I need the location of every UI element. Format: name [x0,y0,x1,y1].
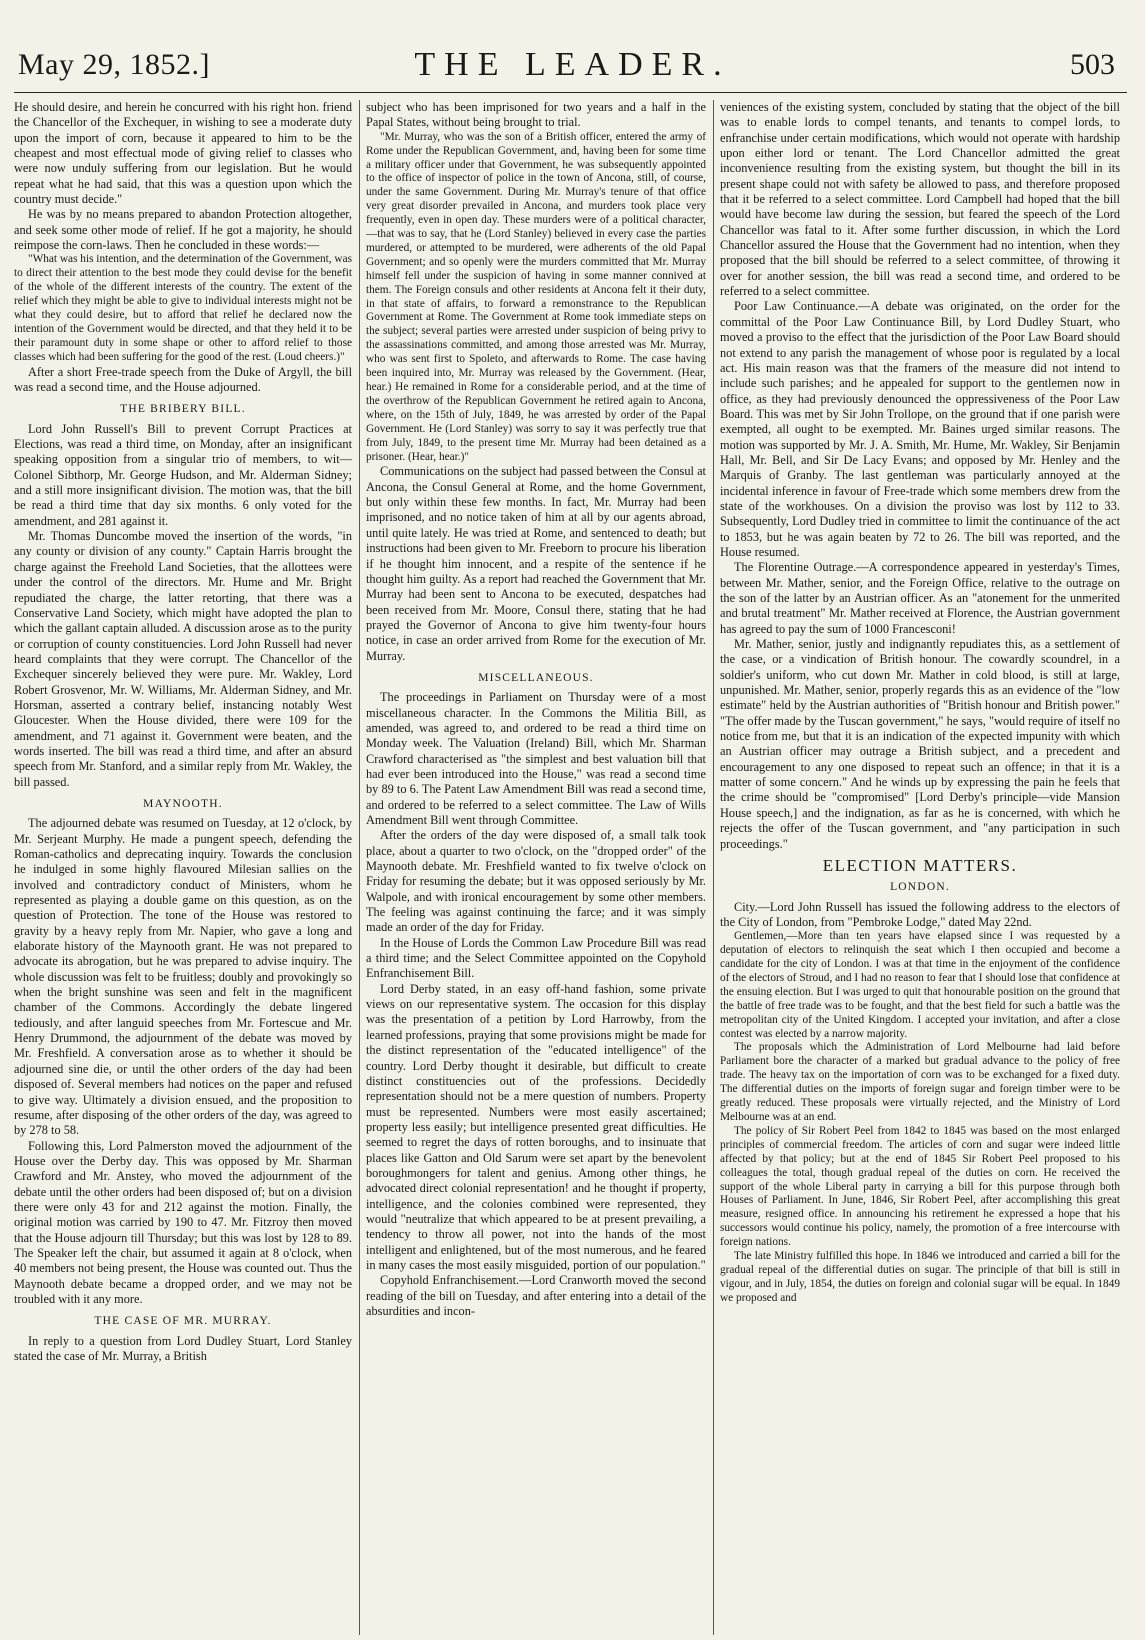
section-heading-election-matters: ELECTION MATTERS. [822,855,1018,875]
paragraph: After the orders of the day were disposed of, a small talk took place, about a quarter to two o'clock, on the "dropped order" of the Maynooth debate. Mr. Freshfield wanted to fix twelve o'clock on Friday for resuming the debate; but it was opposed seriously by Mr. Walpole, and with ironical encouragement by some other members. The feeling was against continuing the farce; and it was simply made an order of the day for Friday. [366,828,706,935]
paragraph: Mr. Thomas Duncombe moved the insertion of the words, "in any county or division of any county." Captain Harris brought the charge against the Freehold Land Societies, that the allottees were under the control of the directors. Mr. Hume and Mr. Bright repudiated the charge, the latter retorting, that there was a Conservative Land Society, which might have adopted the plan to which the gallant captain alluded. A discussion arose as to the purity or corruption of county constituencies. Lord John Russell had never heard complaints that they were corrupt. The Chancellor of the Exchequer sincerely believed they were pure. Mr. Wakley, Lord Robert Grosvenor, Mr. W. Williams, Mr. Alderman Sidney, and Mr. Horsman, asserted a contrary belief, instancing notably West Gloucester. When the House divided, there were 109 for the amendment, and 71 against it. Government were beaten, and the words inserted. The bill was read a third time, and after an absurd speech from Mr. Stanford, and a similar reply from Mr. Wakley, the bill passed. [14,529,352,789]
address-paragraph: Gentlemen,—More than ten years have elapsed since I was requested by a deputation of electors to relinquish the seat which I then occupied and become a candidate for the city of London. I was at that time in the enjoyment of the confidence of the electors of Stroud, and I had no reason to fear that I should lose that confidence at the ensuing election. But I was urged to quit that honourable position on the ground that the battle of free trade was to be fought, and that the best field for such a battle was the metropolitan city of the United Kingdom. I accepted your invitation, and after a close contest was elected by a narrow majority. [720,930,1120,1040]
masthead [0,0,1145,96]
block-quote: "Mr. Murray, who was the son of a British officer, entered the army of Rome under the Republican Government, and, having been for some time a military officer under that Government, he was subsequently appointed to the office of inspector of police in the town of Ancona, still, of course, under the same Government. During Mr. Murray's tenure of that office very great disorder prevailed in Ancona, and murders took place very frequently, even in open day. These murders were of a political character,—that was to say, that he (Lord Stanley) believed in every case the parties murdered, or attempted to be murdered, were adherents of the old Papal Government; and so openly were the murders committed that Mr. Murray himself fell under the suspicion of having in some manner connived at them. The Foreign consuls and other residents at Ancona felt it their duty, in that state of affairs, to forward a remonstrance to the Republican Government at Rome. The Government at Rome took immediate steps on the subject; several parties were arrested under suspicion of being privy to the assassinations committed, and among those arrested was Mr. Murray, who was sent first to Spoleto, and afterwards to Rome. The case having been inquired into, Mr. Murray was released by the Government. (Hear, hear.) He remained in Rome for a considerable period, and at the time of the overthrow of the Republican Government he retired again to Ancona, where, on the 15th of July, 1849, he was arrested by order of the Papal Government. He (Lord Stanley) was sorry to say it was perfectly true that from July, 1849, to the present time Mr. Murray had been detained as a prisoner. (Hear, hear.)" [366,130,706,463]
paragraph: The Florentine Outrage.—A correspondence appeared in yesterday's Times, between Mr. Mather, senior, and the Foreign Office, relative to the outrage on the son of the latter by an Austrian officer. As an "atonement for the unmerited and brutal treatment" Mr. Mather received at Florence, the Austrian government has agreed to pay the sum of 1000 Francesconi! [720,560,1120,636]
paragraph: In reply to a question from Lord Dudley Stuart, Lord Stanley stated the case of Mr. Murray, a British [14,1333,352,1363]
section-heading-bribery-bill: THE BRIBERY BILL. [120,403,246,416]
address-paragraph: The policy of Sir Robert Peel from 1842 to 1845 was based on the most enlarged principles of commercial freedom. The articles of corn and sugar were indeed little affected by that policy; but at the end of 1845 Sir Robert Peel proposed to his colleagues the total, though gradual repeal of the duties on corn. He received the support of the whole Liberal party in carrying a bill for this purpose through both Houses of Parliament. In June, 1846, Sir Robert Peel, after accomplishing this great measure, resigned office. In announcing his retirement he expressed a hope that his successors would continue his policy, namely, the promotion of a free intercourse with foreign nations. [720,1124,1120,1249]
paragraph: subject who has been imprisoned for two years and a half in the Papal States, without being brought to trial. [366,100,706,130]
paragraph: Copyhold Enfranchisement.—Lord Cranworth moved the second reading of the bill on Tuesday, and after entering into a detail of the absurdities and incon- [366,1273,706,1318]
paragraph: City.—Lord John Russell has issued the following address to the electors of the City of London, from "Pembroke Lodge," dated May 22nd. [720,899,1120,929]
paragraph: The proceedings in Parliament on Thursday were of a most miscellaneous character. In the Commons the Militia Bill, as amended, was agreed to, and ordered to be read a third time on Monday week. The Valuation (Ireland) Bill, which Mr. Sharman Crawford characterised as "the simplest and best valuation bill that had ever been introduced into the House," was read a second time by 89 to 6. The Patent Law Amendment Bill was read a second time, and ordered to be referred to a select committee. The Law of Wills Amendment Bill went through Committee. [366,690,706,827]
column-2 [366,100,706,1635]
column-divider [713,100,714,1635]
paragraph: Lord Derby stated, in an easy off-hand fashion, some private views on our representative system. The occasion for this display was the presentation of a petition by Lord Harrowby, from the learned professions, praying that some provisions might be made for the distinct representation of the "educated intelligence" of the country. Lord Derby thought it desirable, but difficult to create distinct constituencies out of the professions. Decidedly representation should not be a mere question of numbers. Property must be represented. Numbers were most easily ascertained; property less easily; but intelligence presented great difficulties. He seemed to regret the days of rotten boroughs, and to insinuate that places like Gatton and Old Sarum were set apart by the benevolent boroughmongers for talent and genius. Among other things, he advocated direct colonial representation! and he thought if property, intelligence, and the colonies combined were represented, they would "neutralize that which appeared to be at present prevailing, a tendency to throw all power, not into the hands of the most intelligent and enlightened, but of the most numerous, and he feared in many cases the most easily misguided, portion of our population." [366,981,706,1272]
newspaper-title: THE LEADER. [414,46,731,83]
paragraph: veniences of the existing system, concluded by stating that the object of the bill was to enable lords to compel tenants, and tenants to compel lords, to enfranchise under certain modifications, which would not operate with hardship upon either lord or tenant. The Lord Chancellor admitted the great inconvenience resulting from the existing system, but thought the bill in its present shape could not with safety be allowed to pass, and therefore proposed that it be referred to a select committee. Lord Campbell had hoped that the bill would have become law during the session, but feared the speech of the Lord Chancellor was fatal to it. After some further discussion, in which the Lord Chancellor assured the House that the Government had no intention, when they proposed that the bill should be referred to a select committee, of throwing it over for another session, the bill was read a second time, and ordered to be referred to a select committee. [720,100,1120,299]
paragraph: Poor Law Continuance.—A debate was originated, on the order for the committal of the Poor Law Continuance Bill, by Lord Dudley Stuart, who moved a proviso to the effect that the jurisdiction of the Poor Law Board should not extend to any parish the management of whose poor is regulated by a local act. His main reason was that the framers of the measure did not intend to include such parishes; and he appealed for support to the gentlemen now in office, as they had previously denounced the oppressiveness of the Poor Law Board. This was met by Sir John Trollope, on the ground that if one parish were exempted, all ought to be exempted. Mr. Baines urged similar reasons. The motion was supported by Mr. J. A. Smith, Mr. Hume, Mr. Wakley, Sir Benjamin Hall, Mr. Bell, and Sir De Lacy Evans; and opposed by Mr. Henley and the Marquis of Granby. The last gentleman was particularly annoyed at the incidental inference in favour of Free-trade which some members drew from the state of the workhouses. On a division the proviso was lost by 112 to 33. Subsequently, Lord Dudley tried in committee to limit the continuance of the act to 1853, but he was again beaten by 72 to 26. The bill was reported, and the House resumed. [720,299,1120,559]
paragraph: Communications on the subject had passed between the Consul at Ancona, the Consul General at Rome, and the home Government, but only within these few months. In fact, Mr. Murray had been imprisoned, and no notice taken of him at all by our agents abroad, until quite lately. He was tried at Rome, and sentenced to death; but instructions had been given to Mr. Freeborn to procure his liberation if he thought him innocent, and a respite of the sentence if he thought him guilty. As a report had reached the Government that Mr. Murray had been sent to Ancona to be executed, despatches had been received from Mr. Moore, Consul there, stating that he had prayed the Governor of Ancona to give him twenty-four hours notice, in case an order arrived from Rome for the execution of Mr. Murray. [366,464,706,663]
column-3 [720,100,1120,1635]
address-paragraph: The proposals which the Administration of Lord Melbourne had laid before Parliament bore the character of a marked but gradual advance to the policy of free trade. The heavy tax on the importation of corn was to be exchanged for a fixed duty. The differential duties on the imports of foreign sugar and foreign timber were to be greatly reduced. These proposals were virtually rejected, and the Ministry of Lord Melbourne was at an end. [720,1041,1120,1123]
subheading-london: LONDON. [890,881,950,894]
column-1 [14,100,352,1635]
paragraph: The adjourned debate was resumed on Tuesday, at 12 o'clock, by Mr. Serjeant Murphy. He made a pungent speech, defending the Roman-catholics and deprecating inquiry. Towards the conclusion he indulged in some highly flavoured Milesian sallies on the involved and contradictory conduct of Ministers, whom he represented as playing a double game on this question, as on the question of Protection. The tone of the House was restored to gravity by a heavy reply from Mr. Napier, who gave a long and elaborate history of the Maynooth grant. He was not prepared to advocate its abrogation, but he was prepared to advise inquiry. The whole discussion was felt to be fruitless; doubly and provokingly so when the bright sunshine was seen and felt in the magnificent chamber of the Commons. Accordingly the debate lingered tediously, and after languid speeches from Mr. Fortescue and Mr. Henry Drummond, the adjournment of the debate was moved by Mr. Freshfield. A conversation arose as to whether it should be adjourned sine die, or until the other orders of the day had been disposed of. Several members had notices on the paper and refused to give way. Ultimately a division ensued, and the proposition to resume, after disposing of the other orders of the day, was agreed to by 278 to 58. [14,816,352,1138]
address-paragraph: The late Ministry fulfilled this hope. In 1846 we introduced and carried a bill for the gradual repeal of the differential duties on sugar. The principle of that bill is still in vigour, and in July, 1854, the duties on foreign and colonial sugar will be equal. In 1849 we proposed and [720,1250,1120,1304]
block-quote: "What was his intention, and the determination of the Government, was to direct their attention to the best mode they could devise for the benefit of the whole of the different interests of the country. The extent of the relief which they might be able to give to individual interests might not be what they could desire, but to afford that relief he declared now the intention of the Government would be directed, and that they held it to be their paramount duty in some shape or other to afford relief to those classes which had been suffering for the good of the rest. (Loud cheers.)" [14,253,352,363]
section-heading-maynooth: MAYNOOTH. [143,797,223,810]
section-heading-case-of-mr-murray: THE CASE OF MR. MURRAY. [94,1315,272,1328]
section-heading-miscellaneous: MISCELLANEOUS. [478,671,594,684]
masthead-rule [14,92,1127,93]
paragraph: After a short Free-trade speech from the Duke of Argyll, the bill was read a second time, and the House adjourned. [14,364,352,395]
paragraph: He should desire, and herein he concurred with his right hon. friend the Chancellor of the Exchequer, in wishing to see a moderate duty upon the import of corn, because it appeared to him to be the cheapest and most effectual mode of giving relief to classes who were now unduly suffering from our legislation. But he would repeat what he had said, that this was a question upon which the country must decide." [14,100,352,207]
paragraph: He was by no means prepared to abandon Protection altogether, and seek some other mode of relief. If he got a majority, he should reimpose the corn-laws. Then he concluded in these words:— [14,207,352,253]
page-number: 503 [1070,48,1115,81]
paragraph: Lord John Russell's Bill to prevent Corrupt Practices at Elections, was read a third time, on Monday, after an insignificant speaking opposition from a singular trio of members, to wit—Colonel Sibthorp, Mr. George Hudson, and Mr. Alderman Sidney; and a still more insignificant division. The motion was, that the bill be read a third time that day six months. 6 only voted for the amendment, and 281 against it. [14,421,352,528]
paragraph: Following this, Lord Palmerston moved the adjournment of the House over the Derby day. This was opposed by Mr. Sharman Crawford and Mr. Anstey, who moved the adjournment of the debate until the other orders had been disposed of; but on a division there were only 43 for and 212 against the motion. Finally, the original motion was carried by 190 to 47. Mr. Fitzroy then moved that the House adjourn till Thursday; but this was lost by 128 to 89. The Speaker left the chair, but assumed it again at 8 o'clock, when 40 members not being present, the House was counted out. Thus the Maynooth debate became a dropped order, and we may not be troubled with it any more. [14,1138,352,1306]
issue-date: May 29, 1852.] [18,48,210,81]
column-divider [359,100,360,1635]
paragraph: In the House of Lords the Common Law Procedure Bill was read a third time; and the Select Committee appointed on the Copyhold Enfranchisement Bill. [366,935,706,981]
paragraph: Mr. Mather, senior, justly and indignantly repudiates this, as a settlement of the case, or a vindication of British honour. The cowardly scoundrel, in a soldier's uniform, who cut down Mr. Mather in cold blood, is still at large, unpunished. Mr. Mather, senior, properly regards this as an evidence of the "low estimate" held by the Austrian authorities of "British honour and British power." "The offer made by the Tuscan government," he says, "would require of itself no notice from me, but that it is an indication of the expected impunity with which an Austrian officer may outrage a British subject, and a precedent and encouragement to any one disposed to repeat such an offence; in that it is a matter of some concern." And he winds up by expressing the pain he feels that the crime should be "compromised" [Lord Derby's principle—vide Mansion House speech,] and the indignation, as far as he is concerned, with which he rejects the offer of the Tuscan government, and "any participation in such proceedings." [720,637,1120,851]
